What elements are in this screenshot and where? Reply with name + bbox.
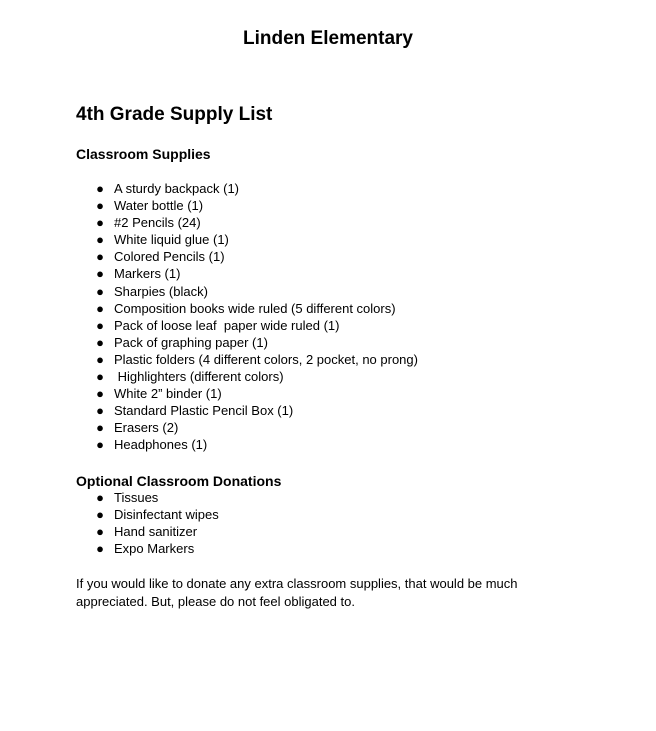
bullet-icon: ● <box>96 300 104 316</box>
list-item-label: White liquid glue (1) <box>114 232 229 248</box>
bullet-icon: ● <box>96 283 104 299</box>
list-item-label: Standard Plastic Pencil Box (1) <box>114 403 294 419</box>
list-item <box>76 351 418 368</box>
list-item-label: Water bottle (1) <box>114 198 204 214</box>
list-item <box>76 385 418 402</box>
list-item <box>76 523 219 540</box>
list-item-label: Sharpies (black) <box>114 283 208 299</box>
school-name: Linden Elementary <box>243 28 413 49</box>
bullet-icon: ● <box>96 507 104 523</box>
bullet-icon: ● <box>96 198 104 214</box>
page-title: 4th Grade Supply List <box>76 104 273 125</box>
list-item-label: Tissues <box>114 490 159 505</box>
bullet-icon: ● <box>96 249 104 265</box>
optional-donations-list <box>76 489 219 557</box>
bullet-icon: ● <box>96 420 104 436</box>
list-item <box>76 300 418 317</box>
bullet-icon: ● <box>96 437 104 453</box>
bullet-icon: ● <box>96 266 104 282</box>
list-item <box>76 334 418 351</box>
list-item <box>76 506 219 523</box>
list-item <box>76 283 418 300</box>
list-item <box>76 197 418 214</box>
bullet-icon: ● <box>96 490 104 505</box>
list-item-label: Plastic folders (4 different colors, 2 pocket, no prong) <box>114 351 418 367</box>
bullet-icon: ● <box>96 541 104 557</box>
bullet-icon: ● <box>96 403 104 419</box>
bullet-icon: ● <box>96 181 104 196</box>
list-item <box>76 540 219 557</box>
bullet-icon: ● <box>96 317 104 333</box>
list-item <box>76 419 418 436</box>
bullet-icon: ● <box>96 232 104 248</box>
list-item <box>76 214 418 231</box>
list-item <box>76 317 418 334</box>
list-item <box>76 402 418 419</box>
classroom-supplies-list <box>76 180 418 454</box>
list-item-label: Headphones (1) <box>114 437 208 453</box>
optional-donations-heading: Optional Classroom Donations <box>76 473 282 489</box>
list-item <box>76 489 219 506</box>
list-item-label: Pack of graphing paper (1) <box>114 334 268 350</box>
classroom-supplies-heading: Classroom Supplies <box>76 146 211 162</box>
list-item-label: Pack of loose leaf paper wide ruled (1) <box>114 317 340 333</box>
list-item <box>76 248 418 265</box>
list-item <box>76 368 418 385</box>
closing-note: If you would like to donate any extra classroom supplies, that would be much appreciated. But, please do not feel obligated to. <box>76 576 518 609</box>
list-item-label: #2 Pencils (24) <box>114 215 201 231</box>
list-item-label: Expo Markers <box>114 541 195 557</box>
list-item <box>76 265 418 282</box>
list-item <box>76 180 418 197</box>
list-item-label: White 2” binder (1) <box>114 386 222 402</box>
bullet-icon: ● <box>96 369 104 385</box>
list-item-label: Erasers (2) <box>114 420 179 436</box>
bullet-icon: ● <box>96 524 104 540</box>
bullet-icon: ● <box>96 386 104 402</box>
bullet-icon: ● <box>96 351 104 367</box>
list-item <box>76 436 418 453</box>
bullet-icon: ● <box>96 215 104 231</box>
list-item-label: Hand sanitizer <box>114 524 198 540</box>
list-item-label: Highlighters (different colors) <box>114 369 284 385</box>
bullet-icon: ● <box>96 334 104 350</box>
list-item-label: Markers (1) <box>114 266 181 282</box>
list-item-label: Disinfectant wipes <box>114 507 219 523</box>
list-item <box>76 231 418 248</box>
list-item-label: A sturdy backpack (1) <box>114 181 239 196</box>
list-item-label: Colored Pencils (1) <box>114 249 225 265</box>
list-item-label: Composition books wide ruled (5 different colors) <box>114 300 396 316</box>
